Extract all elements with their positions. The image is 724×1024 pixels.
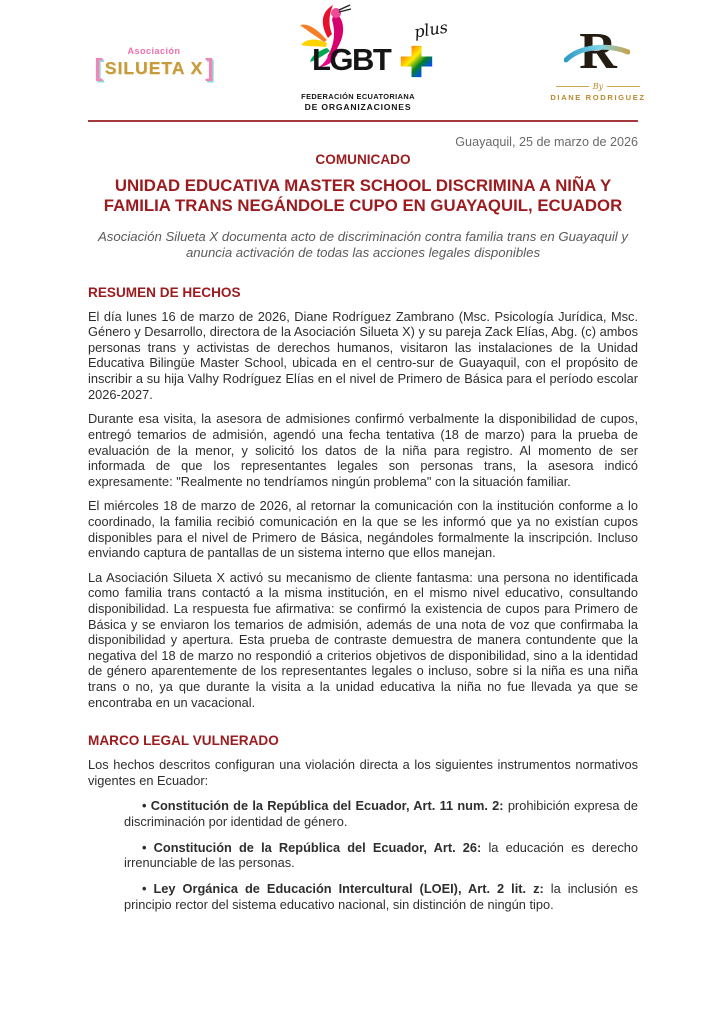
diane-rodriguez-logo [542, 24, 654, 102]
paragraph-resumen-4: La Asociación Silueta X activó su mecanismo de cliente fantasma: una persona no identificada como familia trans contactó a la misma institución, en el mismo nivel educativo, consultando disponibilidad. La respuesta fue afirmativa: se confirmó la existencia de cupos para Primero de Básica y se enviaron los temarios de admisión, además de una nota de voz que confirmaba la disponibilidad y apertura. Esta prueba de contraste demuestra de manera contundente que la negativa del 18 de marzo no respondió a criterios objetivos de disponibilidad, sino a la identidad de género aparentemente de los representantes legales o incluso, sobre si la niña es una niña trans o no, ya que durante la visita a la unidad educativa la niña no fue llevada ya que se encontraba en un vacacional. [88, 569, 638, 710]
dr-name-label: DIANE RODRIGUEZ [550, 93, 646, 102]
logo-header [88, 0, 646, 120]
lgbt-org-lines [294, 92, 422, 112]
subtitle: Asociación Silueta X documenta acto de discriminación contra familia trans en Guayaquil y anuncia activación de todas las acciones legales disponibles [98, 228, 628, 261]
silueta-bracket-left-icon: [ [94, 54, 103, 82]
dr-monogram: R [579, 23, 617, 80]
bullet-item-loei-2z [124, 881, 638, 912]
ribbon-swoosh-icon [564, 44, 630, 66]
byline-rule-right [607, 86, 640, 87]
silueta-bracket-right-icon: ] [205, 54, 214, 82]
plus-script-label: plus [412, 17, 450, 42]
bullet-text: prohibición expresa de discriminación por identidad de género. [124, 798, 638, 830]
bullet-item-constitucion-26 [124, 840, 638, 871]
bullet-text: la inclusión es principio rector del sistema educativo nacional, sin distinción de ningún tipo. [124, 880, 638, 912]
page-title: UNIDAD EDUCATIVA MASTER SCHOOL DISCRIMINA A NIÑA Y FAMILIA TRANS NEGÁNDOLE CUPO EN GUAYAQUIL, ECUADOR [103, 176, 623, 215]
lgbt-plus-logo [278, 4, 448, 114]
section-heading-resumen: RESUMEN DE HECHOS [88, 284, 241, 300]
lgbt-org-line2: DE ORGANIZACIONES [304, 102, 412, 112]
rainbow-plus-icon [400, 45, 433, 78]
paragraph-resumen-2: Durante esa visita, la asesora de admisiones confirmó verbalmente la disponibilidad de cupos, entregó temarios de admisión, agendó una fecha tentativa (18 de marzo) para la prueba de evaluación de la menor, y solicitó los datos de la niña para registro. Al momento de ser informada de que los representantes legales son personas trans, la asesora indicó expresamente: "Realmente no tendríamos ningún problema" con la situación familiar. [88, 411, 638, 489]
paragraph-marco-intro: Los hechos descritos configuran una violación directa a los siguientes instrumentos normativos vigentes en Ecuador: [88, 757, 638, 788]
paragraph-resumen-3: El miércoles 18 de marzo de 2026, al retornar la comunicación con la institución conforme a lo coordinado, la familia recibió comunicación en la que se les informó que ya no existían cupos disponibles para el nivel de Primero de Básica, negándoles formalmente la inscripción. Incluso enviando captura de pantallas de un sistema interno que ellos manejan. [88, 498, 638, 561]
bullet-lead: • Constitución de la República del Ecuador, Art. 11 num. 2: [142, 798, 504, 814]
date-line: Guayaquil, 25 de marzo de 2026 [455, 135, 638, 149]
section-heading-marco: MARCO LEGAL VULNERADO [88, 733, 279, 749]
paragraph-resumen-1: El día lunes 16 de marzo de 2026, Diane Rodríguez Zambrano (Msc. Psicología Jurídica, Msc. Género y Desarrollo, directora de la Asociación Silueta X) y su pareja Zack Elías, Abg. (c) ambos personas trans y activistas de derechos humanos, visitaron las instalaciones de la Unidad Educativa Bilingüe Master School, ubicada en el centro-sur de Guayaquil, con el propósito de inscribir a su hija Valhy Rodríguez Elías en el nivel de Primero de Básica para el período escolar 2026-2027. [88, 308, 638, 402]
silueta-x-logo [88, 46, 220, 82]
bullet-lead: • Ley Orgánica de Educación Intercultural (LOEI), Art. 2 lit. z: [142, 880, 544, 896]
byline-rule-left [556, 86, 589, 87]
divider-rule [88, 120, 638, 122]
bullet-lead: • Constitución de la República del Ecuador, Art. 26: [142, 839, 482, 855]
silueta-asociacion-label: Asociación [127, 46, 181, 56]
bullet-item-constitucion-11 [124, 798, 638, 829]
kicker-comunicado: COMUNICADO [315, 152, 411, 167]
lgbt-org-line1: FEDERACIÓN ECUATORIANA [301, 92, 415, 101]
lgbt-wordmark: LGBT [312, 42, 391, 77]
silueta-wordmark: SILUETA X [104, 57, 204, 78]
bullet-text: la educación es derecho irrenunciable de las personas. [124, 839, 638, 871]
dr-by-script: By [592, 82, 604, 91]
